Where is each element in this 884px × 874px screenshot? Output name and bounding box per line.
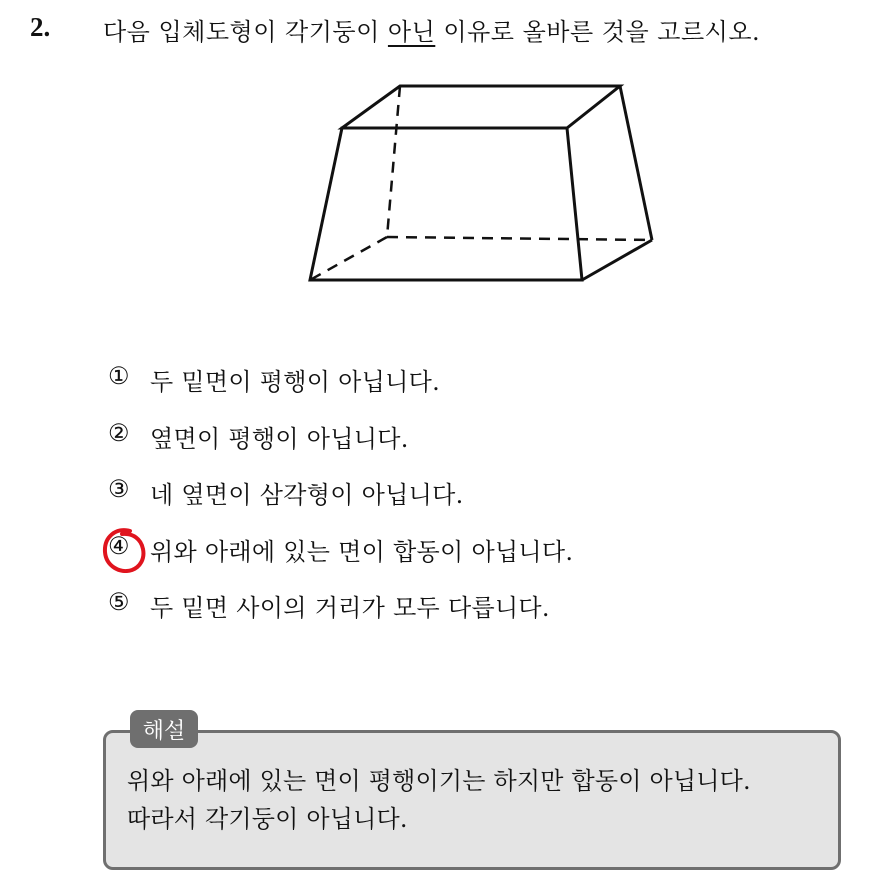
- explanation-line-1: 위와 아래에 있는 면이 평행이기는 하지만 합동이 아닙니다.: [127, 767, 751, 795]
- question-number: 2.: [30, 12, 51, 42]
- choice-list: [108, 362, 573, 645]
- choice-3-text: 네 옆면이 삼각형이 아닙니다.: [150, 481, 464, 509]
- top-face: [342, 86, 620, 128]
- hidden-vertical-edge: [387, 86, 400, 237]
- right-top-edge: [620, 86, 652, 240]
- question-text-before: 다음 입체도형이 각기둥이: [103, 18, 388, 46]
- hidden-left-bottom-edge: [310, 237, 387, 280]
- choice-1[interactable]: [108, 362, 573, 419]
- choice-4-text: 위와 아래에 있는 면이 합동이 아닙니다.: [150, 537, 574, 566]
- choice-3[interactable]: [108, 475, 573, 532]
- front-face: [310, 128, 582, 280]
- choice-1-mark: ①: [108, 362, 130, 390]
- explanation-line-2: 따라서 각기둥이 아닙니다.: [127, 805, 408, 833]
- choice-3-mark: ③: [108, 475, 130, 503]
- choice-4[interactable]: [108, 532, 573, 589]
- choice-5-text: 두 밑면 사이의 거리가 모두 다릅니다.: [150, 594, 550, 622]
- explanation-tag: 해설: [130, 710, 198, 748]
- choice-2[interactable]: [108, 419, 573, 476]
- explanation-text: [127, 762, 751, 838]
- question-text: [103, 12, 760, 47]
- choice-4-mark: ④: [108, 531, 130, 560]
- choice-2-mark: ②: [108, 418, 130, 447]
- choice-2-text: 옆면이 평행이 아닙니다.: [150, 424, 409, 453]
- choice-5-mark: ⑤: [108, 588, 130, 616]
- choice-1-text: 두 밑면이 평행이 아닙니다.: [150, 368, 441, 396]
- right-bottom-edge: [582, 240, 652, 280]
- hidden-back-bottom-edge: [387, 237, 652, 240]
- question-text-after: 이유로 올바른 것을 고르시오.: [435, 18, 761, 46]
- question-text-underlined: 아닌: [387, 18, 436, 46]
- choice-5[interactable]: [108, 588, 573, 645]
